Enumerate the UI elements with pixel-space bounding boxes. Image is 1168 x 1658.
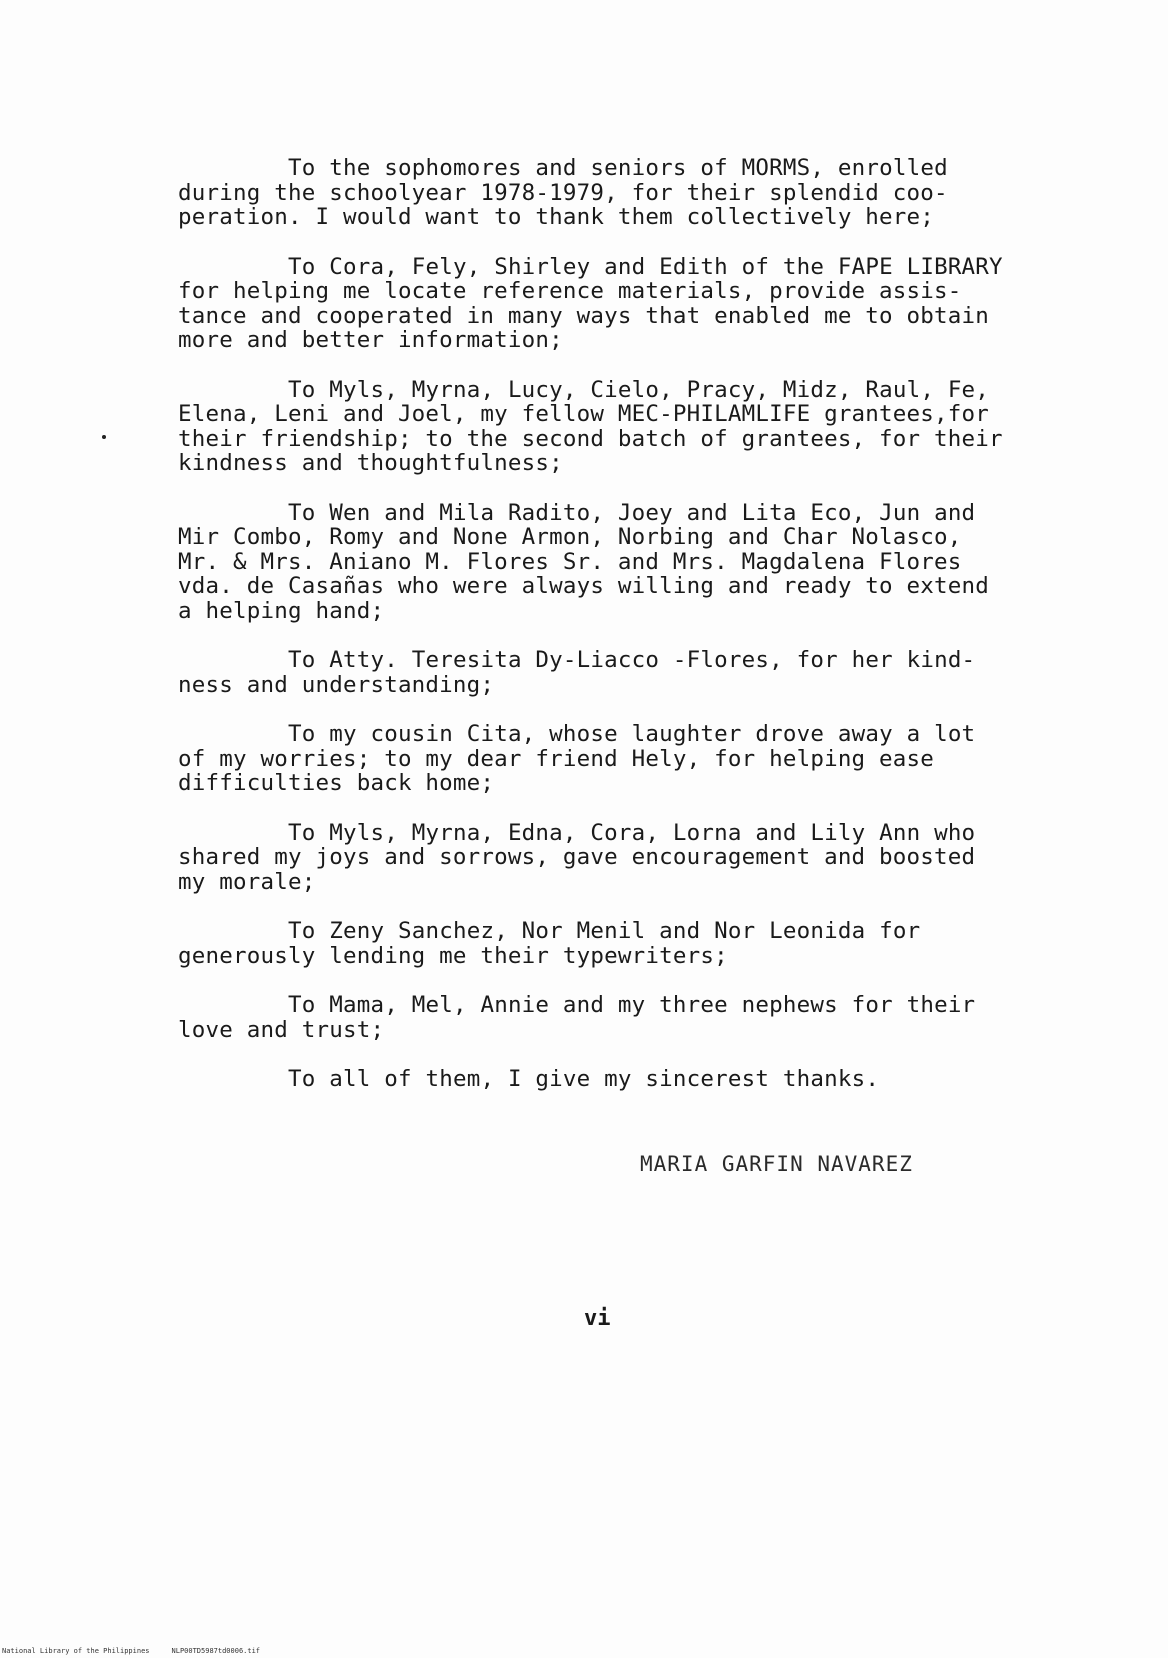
paragraph-first-line: To Myls, Myrna, Edna, Cora, Lorna and Lily Ann who xyxy=(288,819,976,846)
paragraph-first-line: To my cousin Cita, whose laughter drove away a lot xyxy=(288,721,976,747)
acknowledgement-paragraph xyxy=(178,501,1038,624)
paragraph-continuation: Elena, Leni and Joel, my fellow MEC-PHILAMLIFE grantees,for their friendship; to the second batch of grantees, for their kindness and thoughtfulness; xyxy=(178,401,1003,476)
paragraph-continuation: shared my joys and sorrows, gave encouragement and boosted my morale; xyxy=(178,844,976,895)
paragraph-first-line: To Mama, Mel, Annie and my three nephews for their xyxy=(288,992,976,1018)
paragraph-continuation: generously lending me their typewriters; xyxy=(178,942,728,969)
acknowledgement-paragraph xyxy=(178,919,1038,968)
paragraph-first-line: To Wen and Mila Radito, Joey and Lita Eco, Jun and xyxy=(288,499,976,526)
paragraph-continuation: love and trust; xyxy=(178,1016,385,1043)
paragraph-first-line: To the sophomores and seniors of MORMS, enrolled xyxy=(288,155,948,181)
scan-speck xyxy=(102,435,106,439)
page-number: vi xyxy=(584,1306,611,1331)
paragraph-continuation: ness and understanding; xyxy=(178,671,495,698)
acknowledgement-paragraph xyxy=(178,255,1038,353)
paragraph-continuation: during the schoolyear 1978-1979, for their splendid coo- peration. I would want to thank them collectively here; xyxy=(178,179,948,230)
acknowledgement-paragraph xyxy=(178,722,1038,796)
acknowledgement-paragraph xyxy=(178,648,1038,697)
paragraph-first-line: To Cora, Fely, Shirley and Edith of the FAPE LIBRARY xyxy=(288,253,1003,280)
acknowledgement-body xyxy=(178,156,1038,1117)
footer-library-name: National Library of the Philippines xyxy=(2,1647,150,1655)
acknowledgement-paragraph xyxy=(178,821,1038,895)
paragraph-continuation: of my worries; to my dear friend Hely, for helping ease difficulties back home; xyxy=(178,745,935,796)
acknowledgement-paragraph xyxy=(178,993,1038,1042)
acknowledgement-paragraph xyxy=(178,378,1038,476)
author-signature-name: MARIA GARFIN NAVAREZ xyxy=(640,1152,913,1176)
acknowledgement-paragraph xyxy=(178,156,1038,230)
closing-paragraph xyxy=(178,1067,1038,1092)
paragraph-continuation: Mir Combo, Romy and None Armon, Norbing and Char Nolasco, Mr. & Mrs. Aniano M. Flores Sr. and Mrs. Magdalena Flores vda. de Casañas who were always willing and ready to extend a helping hand; xyxy=(178,524,990,624)
paragraph-first-line: To Myls, Myrna, Lucy, Cielo, Pracy, Midz, Raul, Fe, xyxy=(288,376,990,403)
paragraph-first-line: To Zeny Sanchez, Nor Menil and Nor Leonida for xyxy=(288,918,921,944)
scan-footer xyxy=(2,1647,282,1655)
paragraph-first-line: To Atty. Teresita Dy-Liacco -Flores, for her kind- xyxy=(288,647,976,673)
paragraph-first-line: To all of them, I give my sincerest thanks. xyxy=(288,1066,880,1092)
footer-file-id: NLP00TD5987td0006.tif xyxy=(171,1647,261,1655)
paragraph-continuation: for helping me locate reference materials, provide assis- tance and cooperated in many ways that enabled me to obtain more and better information; xyxy=(178,278,990,353)
